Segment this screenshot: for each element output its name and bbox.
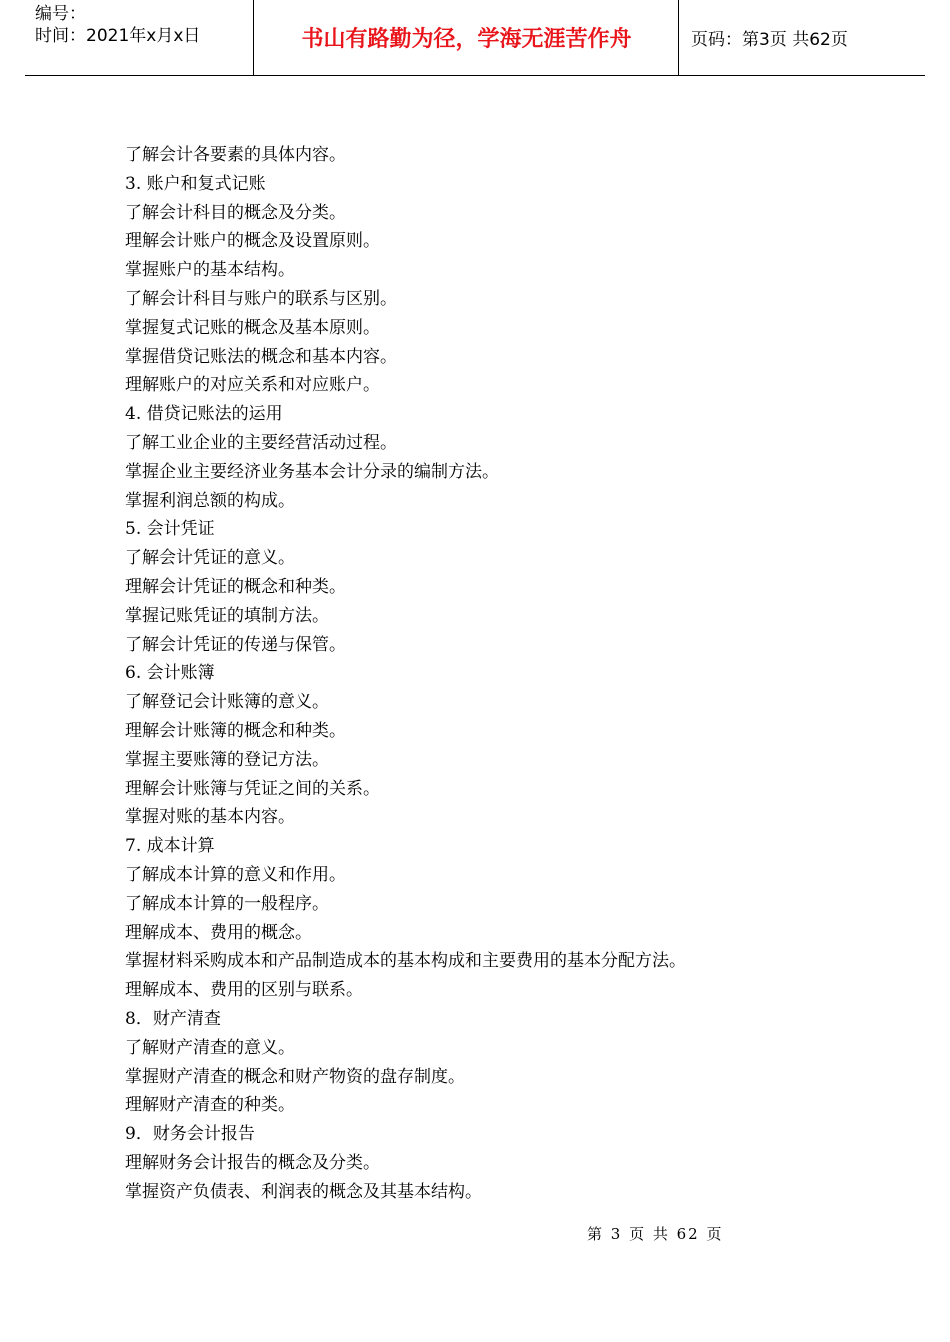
body-line: 理解财务会计报告的概念及分类。 bbox=[125, 1152, 380, 1173]
body-line: 掌握借贷记账法的概念和基本内容。 bbox=[125, 346, 397, 367]
body-line: 理解会计账户的概念及设置原则。 bbox=[125, 231, 380, 252]
body-line: 了解财产清查的意义。 bbox=[125, 1037, 295, 1058]
header-page-cell bbox=[679, 0, 925, 76]
page-footer: 第 3 页 共 62 页 bbox=[587, 1225, 724, 1243]
section-heading: 6. 会计账簿 bbox=[125, 663, 215, 684]
body-line: 掌握主要账簿的登记方法。 bbox=[125, 749, 329, 770]
header-meta-cell bbox=[25, 0, 254, 76]
body-line: 掌握财产清查的概念和财产物资的盘存制度。 bbox=[125, 1066, 465, 1087]
body-line: 了解会计凭证的传递与保管。 bbox=[125, 634, 346, 655]
body-line: 掌握材料采购成本和产品制造成本的基本构成和主要费用的基本分配方法。 bbox=[125, 951, 686, 972]
body-line: 了解会计各要素的具体内容。 bbox=[125, 145, 346, 165]
body-line: 了解登记会计账簿的意义。 bbox=[125, 692, 329, 713]
body-line: 理解会计账簿的概念和种类。 bbox=[125, 720, 346, 741]
section-heading: 4. 借贷记账法的运用 bbox=[125, 404, 283, 425]
section-heading: 7. 成本计算 bbox=[125, 836, 215, 857]
section-heading: 3. 账户和复式记账 bbox=[125, 173, 266, 194]
page-header bbox=[25, 0, 925, 76]
header-motto: 书山有路勤为径，学海无涯苦作舟 bbox=[301, 27, 632, 52]
document-body bbox=[125, 141, 885, 1206]
body-line: 理解会计凭证的概念和种类。 bbox=[125, 576, 346, 597]
section-heading: 9．财务会计报告 bbox=[125, 1124, 255, 1145]
body-line: 掌握对账的基本内容。 bbox=[125, 807, 295, 828]
body-line: 了解会计科目与账户的联系与区别。 bbox=[125, 288, 397, 309]
body-line: 掌握资产负债表、利润表的概念及其基本结构。 bbox=[125, 1181, 482, 1202]
body-line: 掌握利润总额的构成。 bbox=[125, 490, 295, 511]
header-page-code: 页码：第3页 共62页 bbox=[691, 30, 848, 50]
section-heading: 8．财产清查 bbox=[125, 1008, 221, 1029]
body-line: 理解会计账簿与凭证之间的关系。 bbox=[125, 778, 380, 799]
body-line: 了解会计科目的概念及分类。 bbox=[125, 202, 346, 223]
body-line: 理解成本、费用的区别与联系。 bbox=[125, 980, 363, 1001]
header-motto-cell bbox=[254, 0, 679, 76]
body-line: 了解成本计算的意义和作用。 bbox=[125, 864, 346, 885]
body-line: 掌握记账凭证的填制方法。 bbox=[125, 605, 329, 626]
document-code-label: 编号： bbox=[35, 4, 86, 24]
document-time-label: 时间：2021年x月x日 bbox=[35, 26, 201, 46]
body-line: 掌握账户的基本结构。 bbox=[125, 260, 295, 281]
body-line: 了解成本计算的一般程序。 bbox=[125, 893, 329, 914]
section-heading: 5. 会计凭证 bbox=[125, 519, 215, 540]
body-line: 掌握企业主要经济业务基本会计分录的编制方法。 bbox=[125, 461, 499, 482]
body-line: 理解成本、费用的概念。 bbox=[125, 922, 312, 943]
body-line: 了解工业企业的主要经营活动过程。 bbox=[125, 432, 397, 453]
body-line: 理解财产清查的种类。 bbox=[125, 1095, 295, 1116]
body-line: 理解账户的对应关系和对应账户。 bbox=[125, 375, 380, 396]
body-line: 了解会计凭证的意义。 bbox=[125, 548, 295, 569]
body-line: 掌握复式记账的概念及基本原则。 bbox=[125, 317, 380, 338]
